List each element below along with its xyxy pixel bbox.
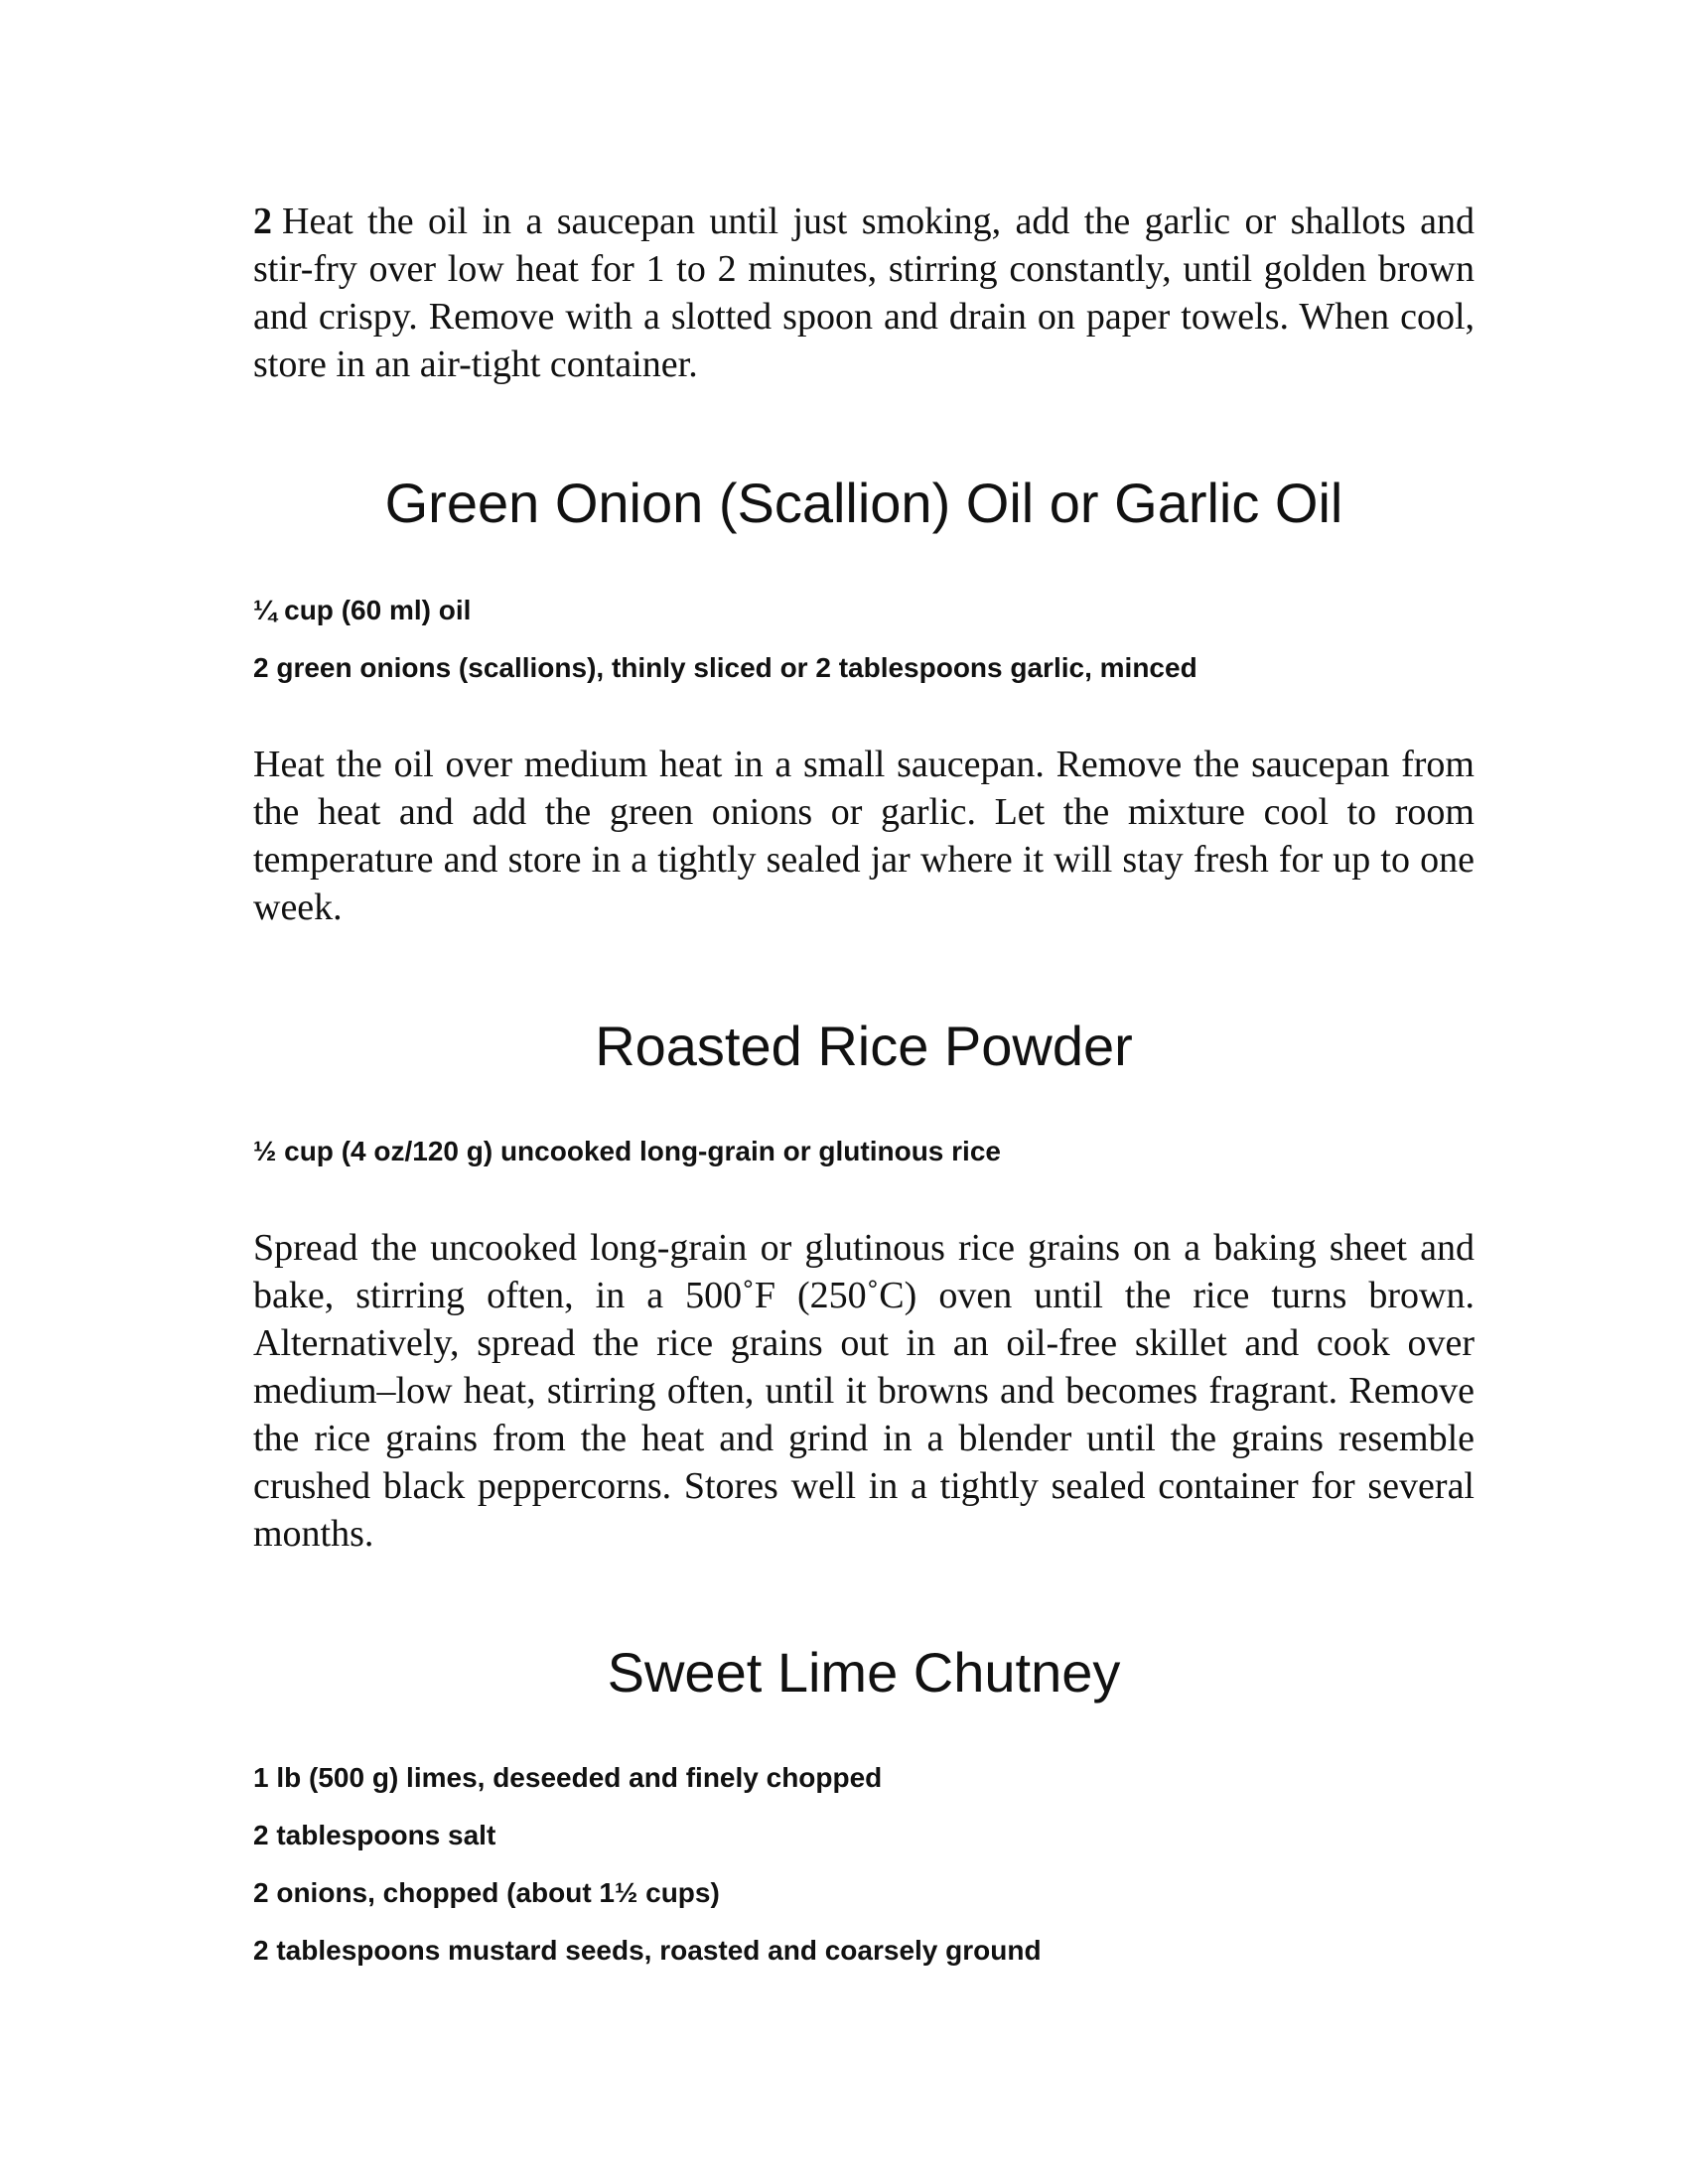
method-roasted-rice-powder: Spread the uncooked long-grain or glutinous rice grains on a baking sheet and bake, stirring often, in a 500˚F (250˚C) oven until the rice turns brown. Alternatively, spread the rice grains out in an oil-free skillet and cook over medium–low heat, stirring often, until it browns and becomes fragrant. Remove the rice grains from the heat and grind in a blender until the grains resemble crushed black peppercorns. Stores well in a tightly sealed container for several months. bbox=[253, 1227, 1475, 1555]
method-green-onion-oil: Heat the oil over medium heat in a small saucepan. Remove the saucepan from the heat and add the green onions or garlic. Let the mixture cool to room temperature and store in a tightly sealed jar where it will stay fresh for up to one week. bbox=[253, 744, 1475, 928]
ingredient-item: 2 onions, chopped (about 1½ cups) bbox=[253, 1877, 720, 1908]
ingredient-item: 2 tablespoons salt bbox=[253, 1820, 496, 1850]
recipe-title-green-onion-oil: Green Onion (Scallion) Oil or Garlic Oil bbox=[384, 472, 1343, 534]
step-text: Heat the oil in a saucepan until just smoking, add the garlic or shallots and stir-fry over low heat for 1 to 2 minutes, stirring constantly, until golden brown and crispy. Remove with a slotted spoon and drain on paper towels. When cool, store in an air-tight container. bbox=[253, 201, 1475, 385]
intro-step-paragraph bbox=[253, 198, 1475, 388]
recipe-title-sweet-lime-chutney: Sweet Lime Chutney bbox=[607, 1641, 1121, 1704]
ingredient-list-roasted-rice-powder bbox=[253, 1134, 1475, 1191]
ingredient-list-green-onion-oil bbox=[253, 593, 1475, 708]
ingredient-item: ¼ cup (60 ml) oil bbox=[253, 595, 472, 625]
ingredient-list-sweet-lime-chutney bbox=[253, 1760, 1475, 1990]
ingredient-item: 2 green onions (scallions), thinly sliced or 2 tablespoons garlic, minced bbox=[253, 652, 1197, 683]
ingredient-item: ½ cup (4 oz/120 g) uncooked long-grain or glutinous rice bbox=[253, 1136, 1001, 1166]
step-number: 2 bbox=[253, 201, 272, 242]
ingredient-item: 1 lb (500 g) limes, deseeded and finely chopped bbox=[253, 1762, 883, 1793]
recipe-title-roasted-rice-powder: Roasted Rice Powder bbox=[595, 1015, 1133, 1077]
ingredient-item: 2 tablespoons mustard seeds, roasted and coarsely ground bbox=[253, 1935, 1042, 1966]
